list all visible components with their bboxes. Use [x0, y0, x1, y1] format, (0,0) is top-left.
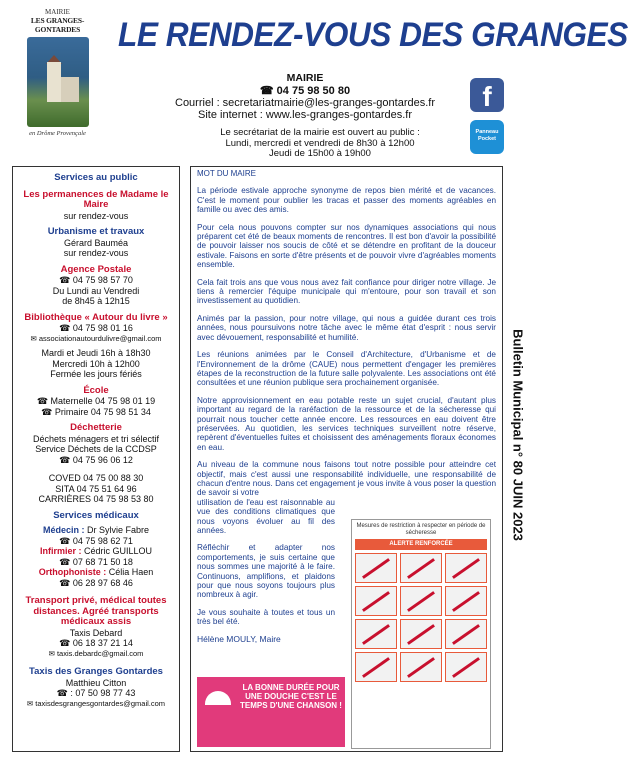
logo-tagline: en Drôme Provençale [29, 130, 86, 137]
logo-name: LES GRANGES-GONTARDES [30, 16, 85, 34]
sita-phone: SITA 04 75 51 64 96 [55, 483, 137, 494]
taxis-name: Matthieu Citton [65, 677, 127, 688]
ecole-primaire: ☎ Primaire 04 75 98 51 34 [41, 406, 151, 417]
agence-phone: ☎ 04 75 98 57 70 [59, 275, 133, 285]
mairie-phone: ☎ 04 75 98 50 80 [259, 85, 351, 97]
transport-name: Taxis Debard [69, 627, 123, 638]
agence-days: Du Lundi au Vendredi [52, 285, 140, 296]
signature: Hélène MOULY, Maire [197, 633, 281, 644]
restriction-icon [445, 652, 487, 682]
biblio-phone: ☎ 04 75 98 01 16 [59, 323, 133, 333]
ecole-title: École [83, 384, 109, 396]
services-public-title: Services au public [54, 172, 138, 183]
biblio-title: Bibliothèque « Autour du livre » [24, 311, 168, 323]
mairie-email[interactable]: Courriel : secretariatmairie@les-granges-gontardes.fr [175, 97, 435, 109]
restriction-icon [355, 586, 397, 616]
paragraph-6: Notre approvisionnement en eau potable reste un sujet crucial, d'autant plus important au regard de la raréfaction de la ressource et de la sécheresse qui pourrait nous toucher cette année encore. Les ressources en eau doivent être préservées. Au quotidien, les services techniques surveillent notre réserve, repèrent d'éventuelles fuites et choisissent des aménagements floraux économes en eau. [197, 395, 496, 452]
urbanisme-name: Gérard Bauméa [63, 237, 129, 248]
services-column [12, 166, 180, 752]
decheterie-line-2: Service Déchets de la CCDSP [35, 444, 157, 454]
ecole-maternelle: ☎ Maternelle 04 75 98 01 19 [36, 396, 156, 406]
urbanisme-title: Urbanisme et travaux [47, 226, 145, 237]
restriction-icon [400, 553, 442, 583]
restriction-icon [445, 553, 487, 583]
restriction-icon [400, 619, 442, 649]
medecin-name: Dr Sylvie Fabre [84, 525, 150, 535]
medicaux-title: Services médicaux [53, 509, 139, 521]
biblio-email[interactable]: ✉ associationautourdulivre@gmail.com [30, 333, 162, 343]
taxis-title: Taxis des Granges Gontardes [29, 666, 163, 677]
shower-icon [205, 691, 231, 705]
decheterie-phone: ☎ 04 75 96 06 12 [59, 454, 133, 465]
logo-top-text: MAIRIE [45, 8, 70, 16]
infirmier-label: Infirmier : [39, 546, 82, 556]
restriction-icon [355, 553, 397, 583]
hours-intro: Le secrétariat de la mairie est ouvert au public : [220, 127, 420, 138]
shower-campaign-banner [197, 677, 345, 747]
paragraph-1: La période estivale approche synonyme de repos bien mérité et de vacances. C'est le moment pour oublier les tracas et passer des moments agréables en famille ou avec des amis. [197, 186, 496, 215]
restriction-icon [445, 619, 487, 649]
hours-thursday: Jeudi de 15h00 à 19h00 [269, 148, 371, 159]
agence-hours: de 8h45 à 12h15 [62, 296, 130, 306]
paragraph-4: Animés par la passion, pour notre village, qui nous a guidée durant ces trois années, nous poursuivons notre tâche avec le même état d'esprit : nous servir avec dévouement, responsabilité et humilité. [197, 313, 496, 342]
panneau-pocket-icon[interactable]: Panneau Pocket [470, 120, 504, 154]
village-image [27, 37, 89, 127]
hours-days: Lundi, mercredi et vendredi de 8h30 à 12h00 [225, 137, 415, 149]
coved-phone: COVED 04 75 00 88 30 [48, 473, 144, 483]
contact-block [140, 72, 470, 121]
ortho-phone: ☎ 06 28 97 68 46 [59, 577, 133, 588]
permanences-sub: sur rendez-vous [63, 210, 129, 221]
transport-title: Transport privé, médical toutes distances. Agréé transports médicaux assis [25, 595, 167, 627]
bulletin-text: Bulletin Municipal n° 80 JUIN 2023 [510, 329, 526, 541]
shower-text: LA BONNE DURÉE POUR UNE DOUCHE C'EST LE TEMPS D'UNE CHANSON ! [240, 683, 342, 710]
decheterie-title: Déchetterie [70, 422, 122, 433]
paragraph-7a: Au niveau de la commune nous faisons tout notre possible pour atteindre cet objectif, mais c'est aussi une responsabilité individuelle, une responsabilité de chacun d'entre nous. Dans cet engagement je vous invite à vous poser la question de savoir si votre [197, 460, 496, 498]
biblio-hours-2: Mercredi 10h à 12h00 [52, 358, 140, 369]
permanences-title: Les permanences de Madame le Maire [23, 188, 169, 210]
paragraph-8: Réfléchir et adapter nos comportements, je suis certaine que nous sommes une majorité à le faire. Continuons, amplifions, et plaidons pour que nous soyons toujours plus nombreux à agir. [197, 543, 335, 600]
restriction-icon [400, 652, 442, 682]
biblio-hours-3: Fermée les jours fériés [50, 369, 142, 379]
restriction-icon [355, 619, 397, 649]
restriction-icon [445, 586, 487, 616]
infirmier-phone: ☎ 07 68 71 50 18 [59, 556, 133, 567]
mairie-website[interactable]: Site internet : www.les-granges-gontardes.fr [198, 109, 412, 121]
taxis-phone: ☎ : 07 50 98 77 43 [56, 688, 136, 698]
urbanisme-sub: sur rendez-vous [63, 248, 129, 258]
decheterie-line-1: Déchets ménagers et tri sélectif [32, 433, 160, 444]
paragraph-5: Les réunions animées par le Conseil d'Architecture, d'Urbanisme et de l'Environnement de la drôme (CAUE) nous permettent d'engager les premières étapes de la reconstruction de la future salle polyvalente. Les associations ont été consultées et une réunion publique sera prochainement organisée. [197, 350, 496, 388]
drought-restriction-poster [351, 519, 491, 749]
medecin-label: Médecin : [42, 525, 85, 535]
facebook-icon[interactable]: f [470, 78, 504, 112]
bulletin-vertical-label [506, 300, 530, 570]
restriction-icon [355, 652, 397, 682]
biblio-hours-1: Mardi et Jeudi 16h à 18h30 [41, 348, 151, 358]
village-logo [10, 8, 105, 138]
paragraph-9: Je vous souhaite à toutes et tous un très bel été. [197, 607, 335, 627]
transport-email[interactable]: ✉ taxis.debardc@gmail.com [48, 648, 144, 658]
poster-alert: ALERTE RENFORCÉE [355, 539, 487, 550]
page-title: LE RENDEZ-VOUS DES GRANGES [118, 16, 628, 54]
mot-du-maire-column [190, 166, 503, 752]
restriction-icon [400, 586, 442, 616]
ortho-label: Orthophoniste : [38, 567, 107, 577]
mairie-label: MAIRIE [286, 72, 324, 84]
paragraph-2: Pour cela nous pouvons compter sur nos dynamiques associations qui nous préparent cet été de beaux moments de rencontres. Il est bon d'avoir la possibilité de pouvoir laisser nos soucis de côté et se détendre en profitant de la douceur estivale. Faisons en sorte d'être présents et de pouvoir vivre d'agréables moments ensemble. [197, 222, 496, 270]
infirmier-name: Cédric GUILLOU [81, 546, 153, 556]
ortho-name: Célia Haen [106, 567, 154, 577]
carrieres-phone: CARRIÈRES 04 75 98 53 80 [38, 494, 154, 504]
medecin-phone: ☎ 04 75 98 62 71 [59, 535, 133, 546]
opening-hours [185, 128, 455, 160]
paragraph-7b: utilisation de l'eau est raisonnable au vue des conditions climatiques que nous voyons évoluer au fil des années. [197, 497, 335, 535]
transport-phone: ☎ 06 18 37 21 14 [59, 638, 133, 648]
taxis-email[interactable]: ✉ taxisdesgrangesgontardes@gmail.com [26, 698, 166, 708]
paragraph-3: Cela fait trois ans que vous nous avez fait confiance pour diriger notre village. Je tiens à remercier l'équipe municipale qui m'entoure, pour son travail et son investissement au quotidien. [197, 277, 496, 306]
agence-title: Agence Postale [60, 263, 132, 275]
poster-header: Mesures de restriction à respecter en période de sécheresse [356, 523, 486, 536]
mot-du-maire-title: MOT DU MAIRE [197, 169, 256, 178]
